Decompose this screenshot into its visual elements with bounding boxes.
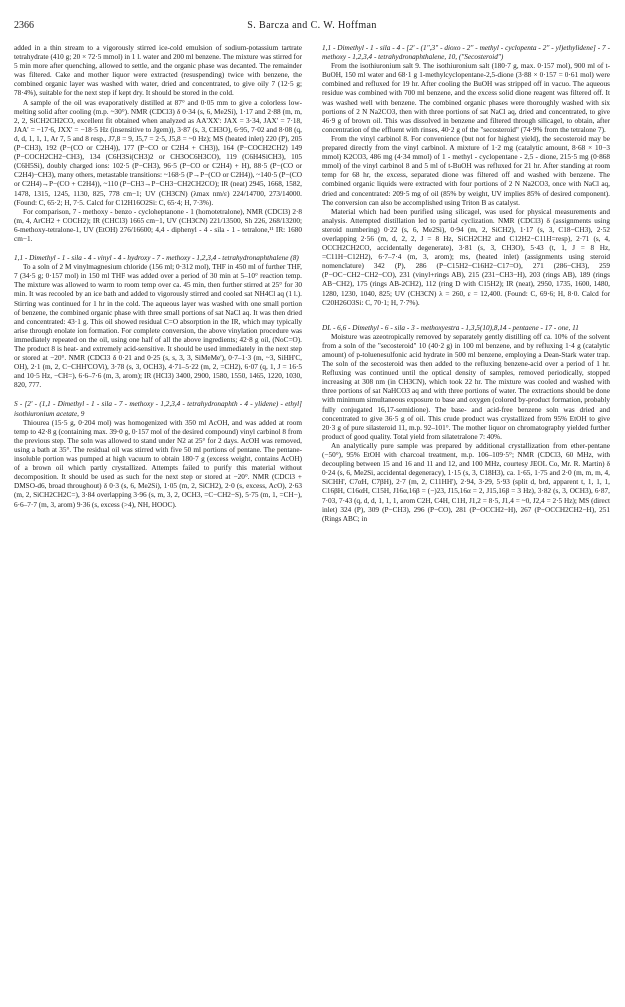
paragraph: To a soln of 2 M vinylmagnesium chloride (156 ml; 0·312 mol), THF in 450 ml of further THF, 7 (34·5 g; 0·157 mol) in 150 ml THF was added over a period of 30 min at 5–10° reaction temp. The mixture was allowed to warm to room temp over ca. 45 min, then further stirred at 25° for 30 min. It was recooled by an ice bath and added to vigorously stirred and cooled sat NH4Cl aq (1 l.). Stirring was continued for 1 hr in the cold. The aqueous layer was washed with one small portion of benzene, the combined organic phase with three small portions of sat NaCl aq. It was then dried and concentrated: 43·1 g. This oil showed residual C=O absorption in the IR, which may typically arise through enolate ion formation. For complete conversion, the above vinylation procedure was immediately repeated on the oil, using one half of all the above ingredients; 42·8 g oil, (NoC=O). The product 8 is heat- and extremely acid-sensitive. It should be used immediately in the next step or stored at −20°. NMR (CDCl3 δ 0·21 and 0·25 (s, s, 3, 3, SiMeMe'), 0·7–1·3 (m, ~3, SiHH'C, OH), 2·1 (m, 2, C−CHH'COVi), 3·78 (s, 3, OCH3), 4·71–5·22 (m, 2, =CH2), 6·07 (q, 1, J = 16·5 and 10·5 Hz, −CH=), 6·6–7·6 (m, 3, arom); IR (HCl3) 3400, 2900, 1580, 1550, 1465, 1220, 1030, 820, 777. [14, 263, 302, 390]
page-header [14, 20, 610, 34]
paragraph: From the vinyl carbinol 8. For convenience (but not for highest yield), the secosteroid may be prepared directly from the vinyl carbinol. A mixture of 1·2 mg (catalytic amount, 8·68 × 10−3 mmol) K2CO3, 486 mg (4·34 mmol) of 1 - methyl - cyclopentane - 2,5 - dione, 215·5 mg (0·868 mmol) of the vinyl carbinol 8 and 5 ml of t-BuOH was refluxed for 21 hr. After standing at room temp for 68 hr, the excess, separated dione was filtered off and washed with benzene. The combined organic liquids were extracted with four portions of 2 N Na2CO3, once with NaCl aq, dried and concentrated: 209·5 mg of oil (85% by weight, UV implies 85% of desired component). The conversion can also be accomplished using Triton B as catalyst. [322, 134, 610, 207]
paragraph: An analytically pure sample was prepared by additional crystallization from ether-pentane (−50°), 95% EtOH with charcoal treatment, m.p. 106–109·5°; NMR (CDCl3, 60 MHz, with decoupling between 15 and 16 and 11 and 12, and 100 MHz, courtesy JEOL Co, Mr. R. Martin) δ 0·24 (s, 6, Me2Si, accidental degeneracy), 1·15 (s, 3, C18H3), ca. 1·65, 1·75 and 2·0 (m, m, m, 4, SiCHH', C7αH, C7βH), 2·7 (m, 2, C11HH'), 2·94, 3·29, 5·93 (split d, brd, apparent t, 1, 1, 1, C16βH, C16αH, C15H, J16α,16β = (−)23, J15,16α = 2, J15,16β = 3 Hz), 3·82 (s, 3, OCH3), 6·87, 7·03, 7·43 (q, d, d, 1, 1, 1, arom C2H, C4H, C1H, J1,2 = 8·5, J1,4 = ~0, J2,4 = 2·5 Hz); MS (direct inlet) 324 (P), 309 (P−CH3), 296 (P−CO), 281 (P−OCCH2−H), 267 (P−OCCH2CH2−H), 251 (Rings ABC; in [322, 441, 610, 523]
section-title: 1,1 - Dimethyl - 1 - sila - 4 - vinyl - 4 - hydroxy - 7 - methoxy - 1,2,3,4 - tetrahydronaphthalene (8) [14, 254, 299, 263]
paragraph: added in a thin stream to a vigorously stirred ice-cold emulsion of sodium-potassium tartrate tetrahydrate (410 g; 20 × 72·5 mmol) in 1 l. water and 200 ml benzene. The mixture was stirred for 5 min more after quenching, allowed to settle, and the organic phase was decanted. The remainder was filtered. Cake and mother liquor were extracted (resuspending) twice with benzene, the combined organic layer was washed with water, dried and concentrated, to give oily 7 (12·5 g; 78·4%), suitable for the next step if kept dry. It should be stored in the cold. [14, 44, 302, 98]
left-column [14, 44, 302, 994]
paragraph: From the isothiuronium salt 9. The isothiuronium salt (180·7 g, max. 0·157 mol), 900 ml of t-BuOH, 150 ml water and 68·1 g 1-methylcyclopentane-2,5-dione (3·88 × 0·157 = 0·61 mol) were combined and refluxed for 19 hr. After cooling the BuOH was stripped off in vacuo. The aqueous residue was combined with 700 ml benzene, and the excess solid dione reagent was filtered off. It was washed well with benzene. The combined organic phases were thoroughly washed with six portions of 2 N Na2CO3, then with three portions of sat NaCl aq, dried and concentrated, to give 46·9 g of brown oil. This was dissolved in benzene and filtered through silicagel, to obtain, after concentration of the effluent with rinses, 40·2 g of the "secosteroid" (74·9% from the tetralone 7). [322, 62, 610, 134]
paragraph: Moisture was azeotropically removed by separately gently distilling off ca. 10% of the solvent from a soln of the "secosteroid" 10 (40·2 g) in 100 ml benzene, and by refluxing 1·4 g (catalytic amount) of p-toluenesulfonic acid hydrate in 500 ml benzene, employing a Dean-Stark water trap. The soln of the secosteroid was then added to the refluxing benzene-acid over a period of 1 hr. Refluxing was continued until the optical density of samples, removed periodically, stopped increasing at 308 nm (in CH3CN), which took 22 hr. The mixture was cooled and washed with three portions of sat NaHCO3 aq and with three portions of water. The extractions should be done with minimum simultaneous exposure to base and oxygen (colored by-product formation, probably fully conjugated 16,17-semidione). The base- and acid-free benzene soln was dried and concentrated to give 36·5 g of oil. This crude product was crystallized from 95% EtOH to give 20·3 g of pure silasteroid 11, m.p. 92–101°. The mother liquor on chromatography yielded further product of good quality. Total yield from silatetralone 7: 40%. [322, 332, 610, 441]
section-title: DL - 6,6 - Dimethyl - 6 - sila - 3 - methoxyestra - 1,3,5(10),8,14 - pentaene - 17 - one, 11 [322, 323, 579, 332]
running-head: S. Barcza and C. W. Hoffman [247, 20, 377, 31]
section-title: S - [2' - (1,1 - Dimethyl - 1 - sila - 7 - methoxy - 1,2,3,4 - tetrahydronaphth - 4 - ylidene) - ethyl] isothiuronium acetate, 9 [14, 400, 302, 418]
page-number: 2366 [14, 20, 34, 31]
paragraph: A sample of the oil was evaporatively distilled at 87° and 0·05 mm to give a colorless low-melting solid after cooling (m.p. ~30°). NMR (CDCl3) δ 0·34 (s, 6, Me2Si), 1·17 and 2·88 (m, m, 2, 2, SiCH2CH2CO, excellent fit obtained when analyzed as AA'XX': JAX = 3·34, JAX' = 7·18, JAA' = −17·6, JXX' = −18·5 Hz (insensitive to Jgem)), 3·87 (s, 3, CH3O), 6·95, 7·02 and 8·08 (q, d, d, 1, 1, 1, Ar 7, 5 and 8 resp., J7,8 = 9, J5,7 = 2·5, J5,8 = ~0 Hz); MS (heated inlet) 220 (P), 205 (P−CH3), 192 (P−(CO or C2H4)), 177 (P−CO or C2H4 + CH3)), 164 (P−COCH2CH2) 149 (P−COCH2CH2−CH3), 134 (C6H3Si(CH3)2 or CH3OC6H3CO), 119 (C6H4SiCH3), 105 (C6H5Si), doubly charged ions: 102·5 (P−CH3), 96·5 (P−CO or C2H4) + H), 88·5 (P−(CO or C2H4)−CH3), many others, metastable transitions: ~168·5 (P→P−(CO or C2H4)), ~140·5 (P−(CO or C2H4)→P−(CO + C2H4)), ~110 (P−CH3→P−CH3−CH2CH2CO); IR (neat) 2945, 1668, 1582, 1478, 1315, 1245, 1130, 825, 778 cm−1; UV (CH3CN) (λmax nm/ε) 224/14700, 273/14000. (Found: C, 65·2; H, 7·5. Calcd for C12H16O2Si: C, 65·4; H, 7·3%). [14, 98, 302, 207]
section-title: 1,1 - Dimethyl - 1 - sila - 4 - [2' - (1",3" - dioxo - 2" - methyl - cyclopenta - 2" - yl)ethylidene] - 7 - methoxy - 1,2,3,4 - tetrahydronaphthalene, 10, ("Secosteroid") [322, 44, 610, 62]
paragraph: Thiourea (15·5 g, 0·204 mol) was homogenized with 350 ml AcOH, and was added at room temp to 42·8 g (containing max. 39·0 g, 0·157 mol of the desired compound) vinyl carbinol 8 from the previous step. The soln was allowed to stand under N2 at 25° for 2 days. AcOH was removed, using a bath at 35°. The residual oil was stirred with five 50 ml portions of pentane. The pentane-insoluble portion was pumped at high vacuum to obtain 180·7 g (excess weight, contains AcOH) of a brown oil which partly crystallized. Attempts failed to purify this material without decomposition. It should be used as such for the next step or stored at −20°. NMR (CDCl3 + DMSO-d6, broad throughout) δ 0·3 (s, 6, Me2Si), 1·05 (m, 2, SiCH2), 2·0 (s, excess, AcO), 2·63 (m, 2, SiCH2CH2C=), 3·84 overlapping 3·96 (s, m, 3, 2, OCH3, =C−CH2−S), 5·75 (m, 1, =CH−), 6·6–7·7 (m, 3, arom) 9·36 (s, excess (>4), NH, HOOC). [14, 418, 302, 509]
paragraph: Material which had been purified using silicagel, was used for physical measurements and analysis. Attempted distillation led to partial cyclization. NMR (CDCl3) δ (assignments using steroid numbering) 0·22 (s, 6, Me2Si), 0·94 (m, 2, SiCH2), 1·17 (s, 3, C18−CH3), 2·52 overlapping 2·56 (m, d, 2, 2, J = 8 Hz, SiCH2CH2 and C12H2−C11H=resp), 2·71 (s, 4, OCCH2CH2CO, accidentally degenerate), 3·81 (s, 3, CH3O), 5·43 (t, 1, J = 8 Hz, =C11H−C12H2), 6·7–7·4 (m, 3, arom); ms, (heated inlet) (assignments using steroid nomenclature) 342 (P), 286 (P−C15H2−C16H2−C17=O), 271 (286−CH3), 259 (P−OC−CH2−CH2−CO), 231 (vinyl+rings AB), 215 (231−CH3−H), 203 (rings AB), 189 (rings AB−CH2), 175 (rings AB-2CH2), 112 (ring D with C15H2); IR (neat), 2950, 1735, 1600, 1480, 1280, 1230, 1040, 825; UV (CH3CN) λ = 260, ε = 12,400. (Found: C, 69·6; H, 8·0. Calcd for C20H26O3Si: C, 70·1; H, 7·7%). [322, 207, 610, 307]
paragraph: For comparison, 7 - methoxy - benzo - cycloheptanone - 1 (homotetralone), NMR (CDCl3) 2·8 (m, 4, ArCH2 + COCH2); IR (CHCl3) 1665 cm−1, UV (CH3CN) 221/13500, Sh 226, 268/13200; 6-methoxy-tetralone-1, UV (EtOH) 276/16600; 4,4 - diphenyl - 4 - sila - 1 - tetralone,¹¹ IR: 1680 cm−1. [14, 207, 302, 243]
right-column [322, 44, 610, 994]
